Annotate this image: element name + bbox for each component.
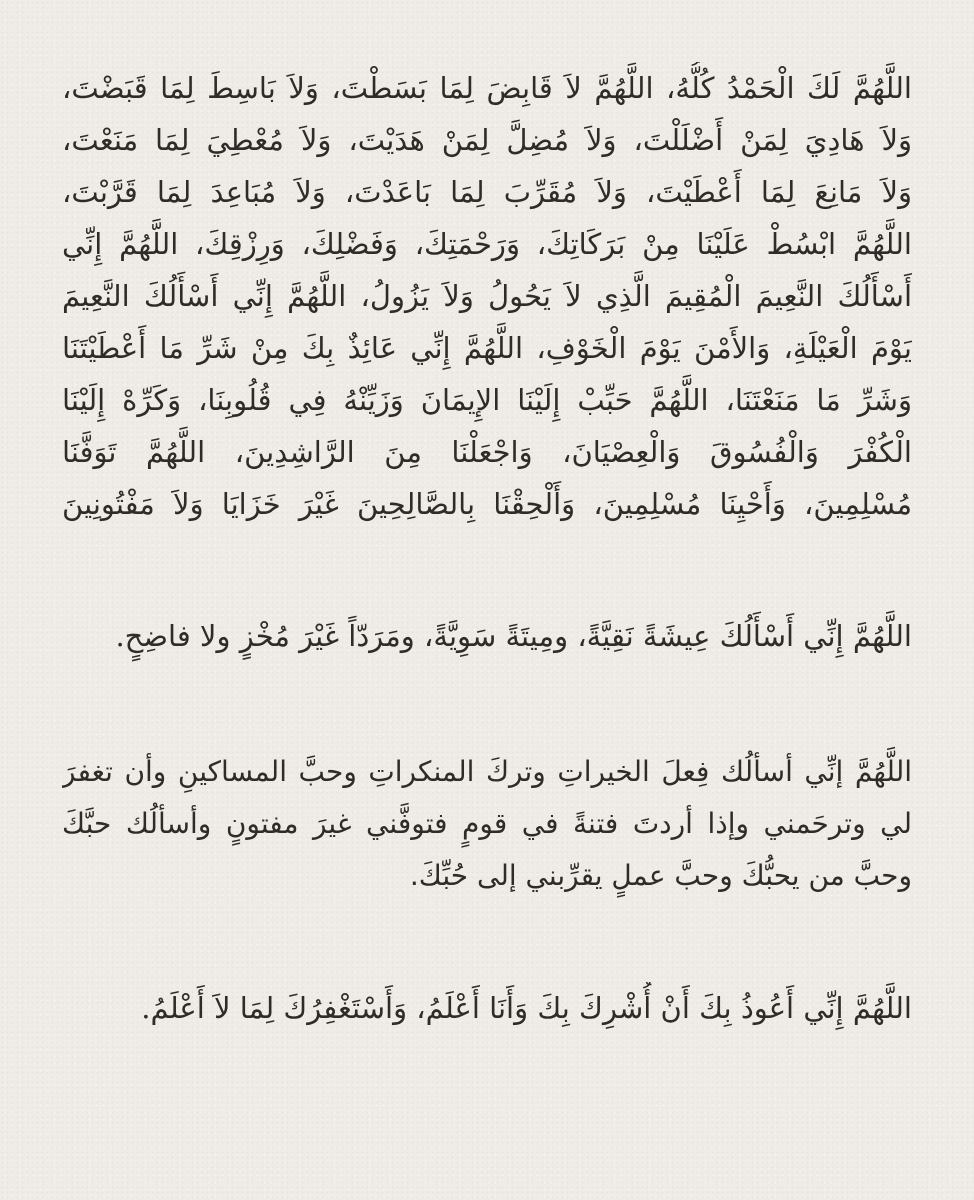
text-line: اللَّهُمَّ إِنِّي أَعُوذُ بِكَ أَنْ أُشْرِكَ بِكَ وَأَنَا أَعْلَمُ، وَأَسْتَغْفِرُكَ لِمَا لاَ أَعْلَمُ. [141, 991, 912, 1025]
text-line: الْكُفْرَ وَالْفُسُوقَ وَالْعِصْيَانَ، وَاجْعَلْنَا مِنَ الرَّاشِدِينَ، اللَّهُمَّ تَوَفَّنَا [62, 435, 912, 469]
text-line: أَسْأَلُكَ النَّعِيمَ الْمُقِيمَ الَّذِي لاَ يَحُولُ وَلاَ يَزُولُ، اللَّهُمَّ إِنِّي أَسْأَلُكَ النَّعِيمَ [62, 279, 912, 313]
dua-paragraph-3 [62, 746, 912, 902]
text-line: لي وترحَمني وإذا أردتَ فتنةً في قومٍ فتوفَّني غيرَ مفتونٍ وأسألُك حبَّكَ [62, 807, 912, 840]
text-line: وحبَّ من يحبُّكَ وحبَّ عملٍ يقرِّبني إلى حُبِّكَ. [409, 859, 912, 892]
text-line: اللَّهُمَّ إِنِّي أَسْأَلُكَ عِيشَةً نَقِيَّةً، ومِيتَةً سَوِيَّةً، ومَرَدّاً غَيْرَ مُخْزٍ ولا فاضِحٍ. [115, 619, 912, 653]
text-line: يَوْمَ الْعَيْلَةِ، وَالأَمْنَ يَوْمَ الْخَوْفِ، اللَّهُمَّ إِنِّي عَائِذٌ بِكَ مِنْ شَرِّ مَا أَعْطَيْتَنَا [62, 331, 912, 365]
dua-paragraph-4 [62, 982, 912, 1034]
text-line: مُسْلِمِينَ، وَأَحْيِنَا مُسْلِمِينَ، وَأَلْحِقْنَا بِالصَّالِحِينَ غَيْرَ خَزَايَا وَلاَ مَفْتُونِينَ [62, 487, 912, 521]
text-line: وَلاَ مَانِعَ لِمَا أَعْطَيْتَ، وَلاَ مُقَرِّبَ لِمَا بَاعَدْتَ، وَلاَ مُبَاعِدَ لِمَا قَرَّبْتَ، [62, 175, 912, 209]
text-line: وَلاَ هَادِيَ لِمَنْ أَضْلَلْتَ، وَلاَ مُضِلَّ لِمَنْ هَدَيْتَ، وَلاَ مُعْطِيَ لِمَا مَنَعْتَ، [62, 123, 912, 157]
text-line: وَشَرِّ مَا مَنَعْتَنَا، اللَّهُمَّ حَبِّبْ إِلَيْنَا الإِيمَانَ وَزَيِّنْهُ فِي قُلُوبِنَا، وَكَرِّهْ إِلَيْنَا [62, 383, 912, 417]
text-line: اللَّهُمَّ إنِّي أسألُك فِعلَ الخيراتِ وتركَ المنكراتِ وحبَّ المساكينِ وأن تغفرَ [62, 755, 912, 788]
text-line: اللَّهُمَّ لَكَ الْحَمْدُ كُلُّهُ، اللَّهُمَّ لاَ قَابِضَ لِمَا بَسَطْتَ، وَلاَ بَاسِطَ لِمَا قَبَضْتَ، [62, 71, 912, 105]
text-line: اللَّهُمَّ ابْسُطْ عَلَيْنَا مِنْ بَرَكَاتِكَ، وَرَحْمَتِكَ، وَفَضْلِكَ، وَرِزْقِكَ، اللَّهُمَّ إِنِّي [62, 227, 912, 261]
dua-paragraph-2 [62, 610, 912, 662]
dua-paragraph-1 [62, 62, 912, 530]
